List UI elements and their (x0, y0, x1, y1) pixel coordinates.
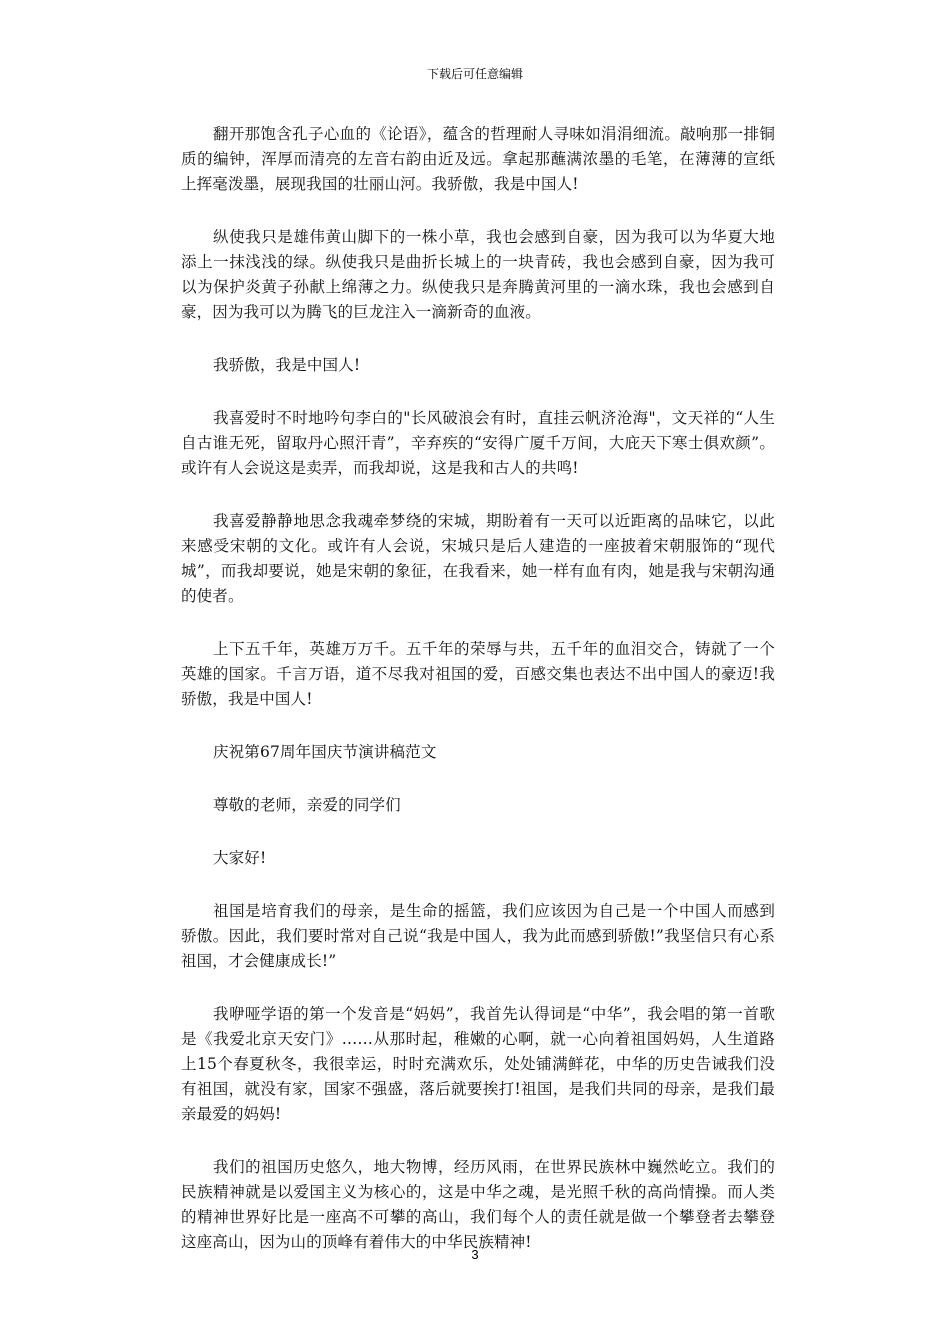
paragraph: 我喜爱时不时地吟句李白的"长风破浪会有时，直挂云帆济沧海"，文天祥的“人生自古谁无死，留取丹心照汗青”，辛弃疾的“安得广厦千万间，大庇天下寒士俱欢颜”。或许有人会说这是卖弄，而我却说，这是我和古人的共鸣! (181, 409, 775, 477)
document-body (181, 122, 775, 1283)
section-title: 庆祝第67周年国庆节演讲稿范文 (213, 743, 437, 761)
salutation: 尊敬的老师，亲爱的同学们 (213, 796, 401, 814)
paragraph: 我骄傲，我是中国人! (213, 356, 361, 374)
paragraph: 我们的祖国历史悠久，地大物博，经历风雨，在世界民族林中巍然屹立。我们的民族精神就是以爱国主义为核心的，这是中华之魂，是光照千秋的高尚情操。而人类的精神世界好比是一座高不可攀的高山，我们每个人的责任就是做一个攀登者去攀登这座高山，因为山的顶峰有着伟大的中华民族精神! (181, 1158, 775, 1251)
paragraph: 祖国是培育我们的母亲，是生命的摇篮，我们应该因为自己是一个中国人而感到骄傲。因此，我们要时常对自己说“我是中国人，我为此而感到骄傲!”我坚信只有心系祖国，才会健康成长!” (181, 902, 775, 970)
page-header: 下载后可任意编辑 (426, 67, 523, 81)
greeting: 大家好! (213, 849, 267, 867)
paragraph: 上下五千年，英雄万万千。五千年的荣辱与共，五千年的血泪交合，铸就了一个英雄的国家。千言万语，道不尽我对祖国的爱，百感交集也表达不出中国人的豪迈!我骄傲，我是中国人! (181, 640, 775, 708)
paragraph: 我喜爱静静地思念我魂牵梦绕的宋城，期盼着有一天可以近距离的品味它，以此来感受宋朝的文化。或许有人会说，宋城只是后人建造的一座披着宋朝服饰的“现代城”，而我却要说，她是宋朝的象征，在我看来，她一样有血有肉，她是我与宋朝沟通的使者。 (181, 512, 775, 605)
paragraph: 翻开那饱含孔子心血的《论语》，蕴含的哲理耐人寻味如涓涓细流。敲响那一排铜质的编钟，浑厚而清亮的左音右韵由近及远。拿起那蘸满浓墨的毛笔，在薄薄的宣纸上挥毫泼墨，展现我国的壮丽山河。我骄傲，我是中国人! (181, 125, 775, 193)
page-number: 3 (471, 1247, 479, 1262)
paragraph: 我咿哑学语的第一个发音是“妈妈”，我首先认得词是“中华”，我会唱的第一首歌是《我爱北京天安门》……从那时起，稚嫩的心啊，就一心向着祖国妈妈，人生道路上15个春夏秋冬，我很幸运，时时充满欢乐，处处铺满鲜花，中华的历史告诫我们没有祖国，就没有家，国家不强盛，落后就要挨打!祖国，是我们共同的母亲，是我们最亲最爱的妈妈! (181, 1005, 775, 1123)
paragraph: 纵使我只是雄伟黄山脚下的一株小草，我也会感到自豪，因为我可以为华夏大地添上一抹浅浅的绿。纵使我只是曲折长城上的一块青砖，我也会感到自豪，因为我可以为保护炎黄子孙献上绵薄之力。纵使我只是奔腾黄河里的一滴水珠，我也会感到自豪，因为我可以为腾飞的巨龙注入一滴新奇的血液。 (181, 228, 775, 321)
